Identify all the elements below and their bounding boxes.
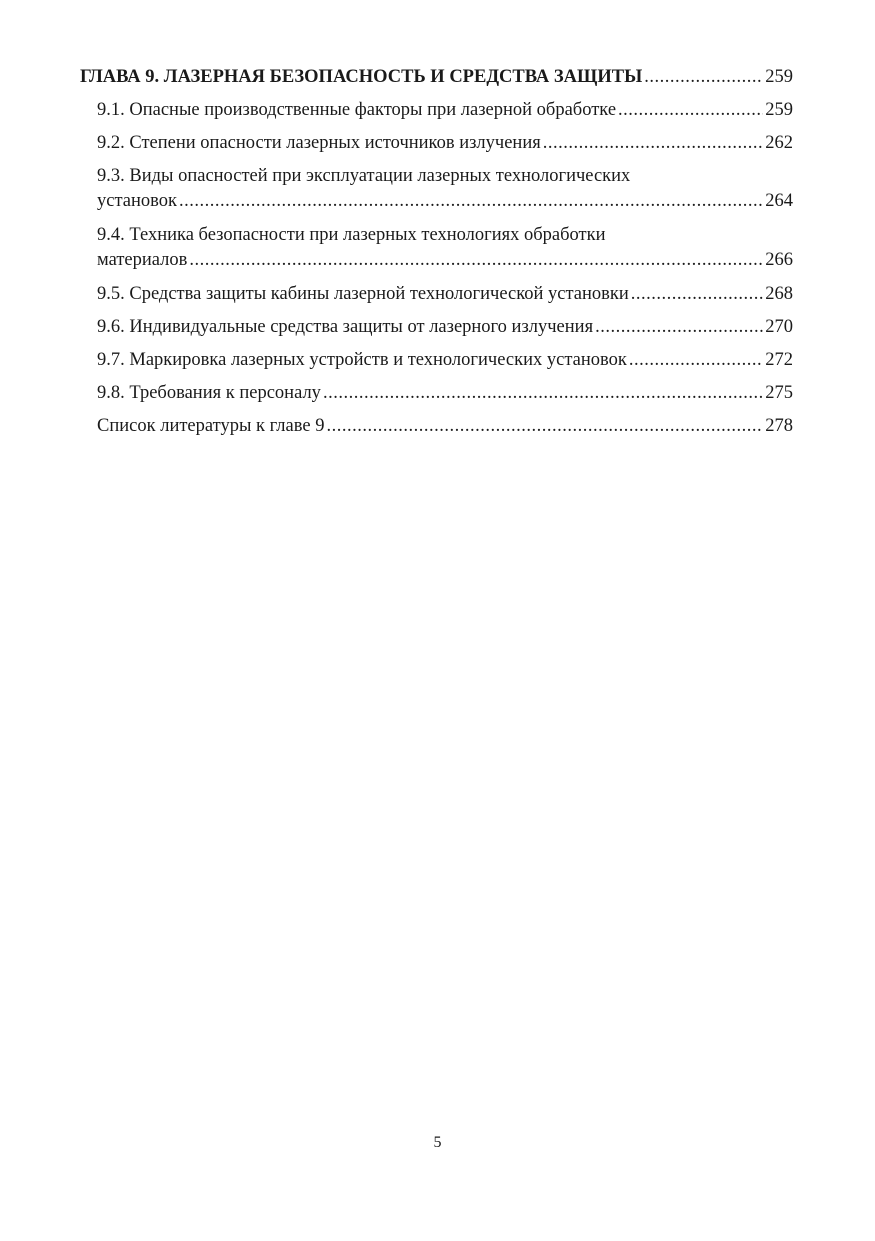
toc-entry-9-1[interactable] [80,98,793,131]
toc-entry-title: 9.5. Средства защиты кабины лазерной технологической установки [97,284,629,304]
toc-page-number: 262 [765,133,793,153]
dot-leader [326,414,763,439]
toc-entry-9-7[interactable] [80,348,793,381]
toc-page-number: 268 [765,284,793,304]
toc-entry-9-5[interactable] [80,282,793,315]
toc-entry-title-line1: 9.4. Техника безопасности при лазерных технологиях обработки [97,225,606,245]
toc-page-number: 275 [765,383,793,403]
dot-leader [323,381,763,406]
dot-leader [595,315,763,340]
toc-page-number: 272 [765,350,793,370]
toc-entry-9-4[interactable] [80,223,793,282]
toc-entry-9-6[interactable] [80,315,793,348]
toc-chapter-entry[interactable] [80,64,793,98]
table-of-contents [80,64,793,447]
toc-entry-9-2[interactable] [80,131,793,164]
toc-entry-title: 9.7. Маркировка лазерных устройств и технологических установок [97,350,627,370]
dot-leader [179,189,763,214]
dot-leader [543,131,764,156]
dot-leader [618,98,763,123]
dot-leader [629,348,763,373]
toc-entry-title-line2: материалов [97,250,188,270]
dot-leader [644,65,763,90]
dot-leader [631,282,763,307]
toc-entry-9-8[interactable] [80,381,793,414]
toc-entry-title-line2: установок [97,191,177,211]
toc-entry-9-3[interactable] [80,164,793,223]
toc-entry-title: Список литературы к главе 9 [97,416,325,436]
toc-page-number: 259 [765,100,793,120]
toc-page-number: 270 [765,317,793,337]
toc-page-number: 259 [765,67,793,87]
toc-page-number: 264 [765,191,793,211]
toc-entry-title: 9.1. Опасные производственные факторы при лазерной обработке [97,100,617,120]
toc-entry-title: 9.8. Требования к персоналу [97,383,321,403]
toc-entry-title: 9.2. Степени опасности лазерных источников излучения [97,133,541,153]
toc-entry-references[interactable] [80,414,793,447]
toc-page-number: 278 [765,416,793,436]
toc-entry-title-line1: 9.3. Виды опасностей при эксплуатации лазерных технологических [97,166,631,186]
toc-page-number: 266 [765,250,793,270]
toc-chapter-title: ГЛАВА 9. ЛАЗЕРНАЯ БЕЗОПАСНОСТЬ И СРЕДСТВА ЗАЩИТЫ [80,67,643,87]
dot-leader [189,248,763,273]
page-footer-number: 5 [433,1134,442,1151]
toc-entry-title: 9.6. Индивидуальные средства защиты от лазерного излучения [97,317,594,337]
